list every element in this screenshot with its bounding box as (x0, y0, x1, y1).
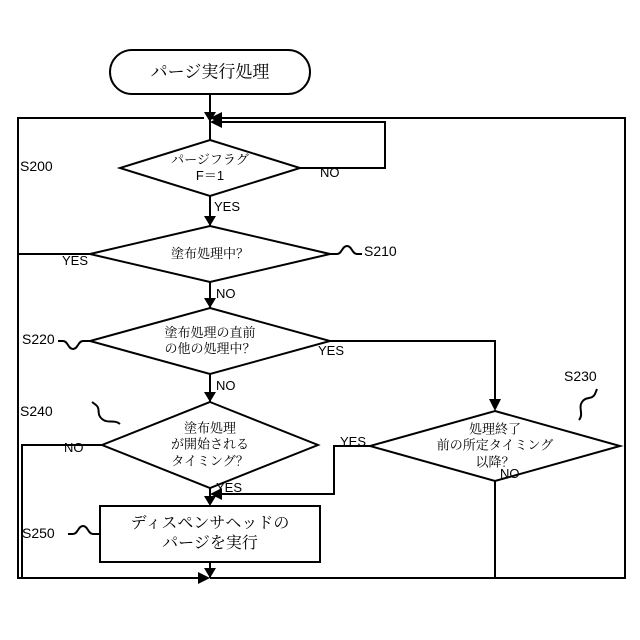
edge-label-s220-yes: YES (318, 343, 345, 358)
step-label-s200: S200 (20, 158, 53, 174)
node-start-label: パージ実行処理 (150, 62, 270, 82)
edge-label-s210-yes: YES (62, 253, 89, 268)
edge-label-s200-no: NO (320, 165, 340, 180)
node-s210-label: 塗布処理中？ (170, 245, 250, 261)
node-s230-label: 処理終了 前の所定タイミング 以降？ (436, 421, 554, 470)
node-s220-shape (90, 308, 330, 374)
node-s220-label: 塗布処理の直前 の他の処理中？ (164, 324, 256, 356)
node-s210-shape (90, 226, 330, 282)
node-s200-shape (120, 140, 300, 196)
node-s240-label: 塗布処理 が開始される タイミング？ (170, 420, 250, 469)
edge-label-s230-no: NO (500, 466, 520, 481)
node-s250-shape (100, 506, 320, 562)
node-s230-shape (370, 411, 620, 481)
step-label-s250: S250 (22, 525, 55, 541)
edge-label-s200-yes: YES (214, 199, 241, 214)
edge-label-s230-yes: YES (340, 434, 367, 449)
edge-label-s240-no: NO (64, 440, 84, 455)
node-s250-label: ディスペンサヘッドの パージを実行 (130, 515, 290, 552)
edge-label-s220-no: NO (216, 378, 236, 393)
step-label-s240: S240 (20, 403, 53, 419)
edge-label-s240-yes: YES (216, 480, 243, 495)
step-label-s230: S230 (564, 368, 597, 384)
edge-label-s210-no: NO (216, 286, 236, 301)
node-s200-label: パージフラグ F＝1 (171, 151, 249, 183)
node-start-shape (110, 50, 310, 94)
step-label-s210: S210 (364, 243, 397, 259)
step-label-s220: S220 (22, 331, 55, 347)
node-s240-shape (102, 402, 318, 488)
